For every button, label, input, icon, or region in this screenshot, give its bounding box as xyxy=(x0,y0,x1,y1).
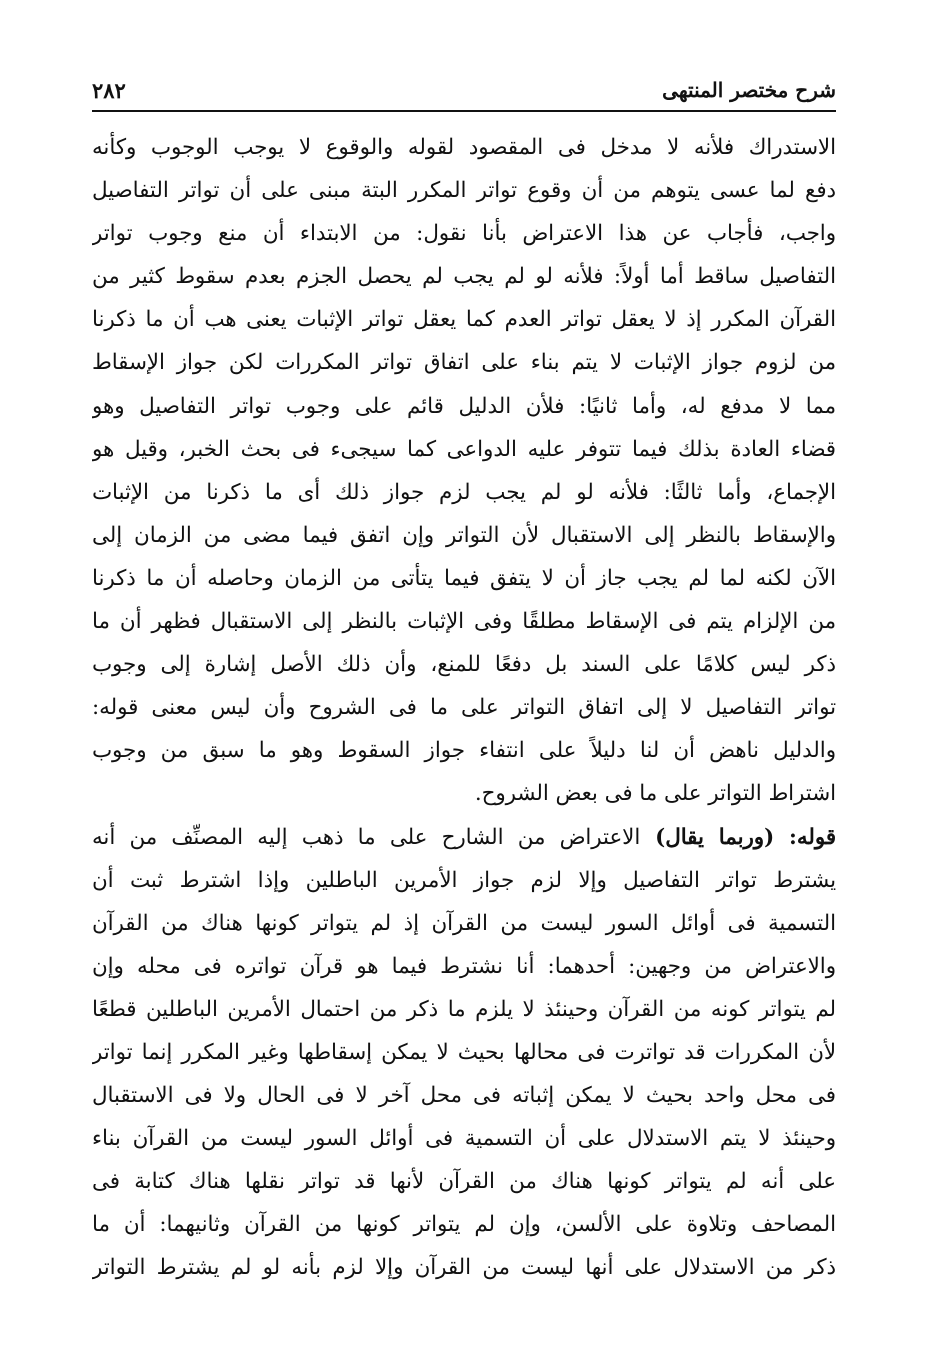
running-title: شرح مختصر المنتهى xyxy=(662,78,836,102)
text-line: وحينئذ لا يتم الاستدلال على أن التسمية فى أوائل السور ليست من القرآن بناء xyxy=(92,1126,836,1152)
text-line: مما لا مدفع له، وأما ثانيًا: فلأن الدليل قائم على وجوب تواتر التفاصيل وهو xyxy=(92,393,836,419)
text-line: لم يتواتر كونه من القرآن وحينئذ لا يلزم ما ذكر من احتمال الأمرين الباطلين قطعًا xyxy=(92,996,836,1022)
text-line: لأن المكررات قد تواترت فى محالها بحيث لا يمكن إسقاطها وغير المكرر إنما تواتر xyxy=(92,1039,836,1065)
text-line: والاعتراض من وجهين: أحدهما: أنا نشترط فيما هو قرآن تواتره فى محله وإن xyxy=(92,953,836,979)
text-line: الآن لكنه لما لم يجب جاز أن لا يتفق فيما يتأتى من الزمان وحاصله أن ما ذكرنا xyxy=(92,565,836,591)
text-line: والدليل ناهض أن لنا دليلاً على انتفاء جواز السقوط وهو ما سبق من وجوب xyxy=(92,738,836,764)
text-line: ذكر من الاستدلال على أنها ليست من القرآن وإلا لزم بأنه لو لم يشترط التواتر xyxy=(92,1255,836,1281)
text-line: تواتر التفاصيل لا إلى اتفاق التواتر على ما فى الشروح وأن ليس معنى قوله: xyxy=(92,695,836,721)
text-line: على أنه لم يتواتر كونها هناك من القرآن لأنها قد تواتر نقلها هناك كتابة فى xyxy=(92,1169,836,1195)
paragraph-lead: قوله: (وربما يقال) xyxy=(640,824,836,850)
text-line: التفاصيل ساقط أما أولاً: فلأنه لو لم يجب لم يحصل الجزم بعدم سقوط كثير من xyxy=(92,264,836,290)
body-text xyxy=(92,126,836,1290)
text-line: من الإلزام يتم فى الإسقاط مطلقًا وفى الإثبات بالنظر إلى الاستقبال فظهر أن ما xyxy=(92,609,836,635)
page-number: ٢٨٢ xyxy=(92,78,126,103)
text-line: فى محل واحد بحيث لا يمكن إثباته فى محل آخر لا فى الحال ولا فى الاستقبال xyxy=(92,1083,836,1109)
paragraph-first-line-text: الاعتراض من الشارح على ما ذهب إليه المصنِّف من أنه xyxy=(92,824,641,850)
text-line: قضاء العادة بذلك فيما تتوفر عليه الدواعى كما سيجىء فى بحث الخبر، وقيل هو xyxy=(92,436,836,462)
text-line: التسمية فى أوائل السور ليست من القرآن إذ لم يتواتر كونها هناك من القرآن xyxy=(92,910,836,936)
text-line: واجب، فأجاب عن هذا الاعتراض بأنا نقول: من الابتداء أن منع وجوب تواتر xyxy=(92,221,836,247)
page-header xyxy=(92,78,836,104)
text-line: الاستدراك فلأنه لا مدخل فى المقصود لقوله والوقوع لا يوجب الوجوب وكأنه xyxy=(92,135,836,160)
text-line: يشترط تواتر التفاصيل وإلا لزم جواز الأمرين الباطلين وإذا اشترط ثبت أن xyxy=(92,867,836,893)
text-line: المصاحف وتلاوة على الألسن، وإن لم يتواتر كونها من القرآن وثانيهما: أن ما xyxy=(92,1212,836,1238)
text-line: اشتراط التواتر على ما فى بعض الشروح. xyxy=(474,781,836,807)
text-line: دفع لما عسى يتوهم من أن وقوع تواتر المكرر البتة مبنى على أن تواتر التفاصيل xyxy=(92,178,836,204)
text-line: الإجماع، وأما ثالثًا: فلأنه لو لم يجب لزم جواز ذلك أى ما ذكرنا من الإثبات xyxy=(92,479,836,505)
text-line: من لزوم جواز الإثبات لا يتم بناء على اتفاق تواتر المكررات لكن جواز الإسقاط xyxy=(92,350,836,376)
header-rule xyxy=(92,110,836,112)
text-line: ذكر ليس كلامًا على السند بل دفعًا للمنع، وأن ذلك الأصل إشارة إلى وجوب xyxy=(92,652,836,678)
paragraph-first-line xyxy=(92,816,836,859)
text-line: القرآن المكرر إذ لا يعقل تواتر العدم كما يعقل تواتر الإثبات يعنى هب أن ما ذكرنا xyxy=(92,307,836,333)
text-line: والإسقاط بالنظر إلى الاستقبال لأن التواتر وإن اتفق فيما مضى من الزمان إلى xyxy=(92,522,836,548)
